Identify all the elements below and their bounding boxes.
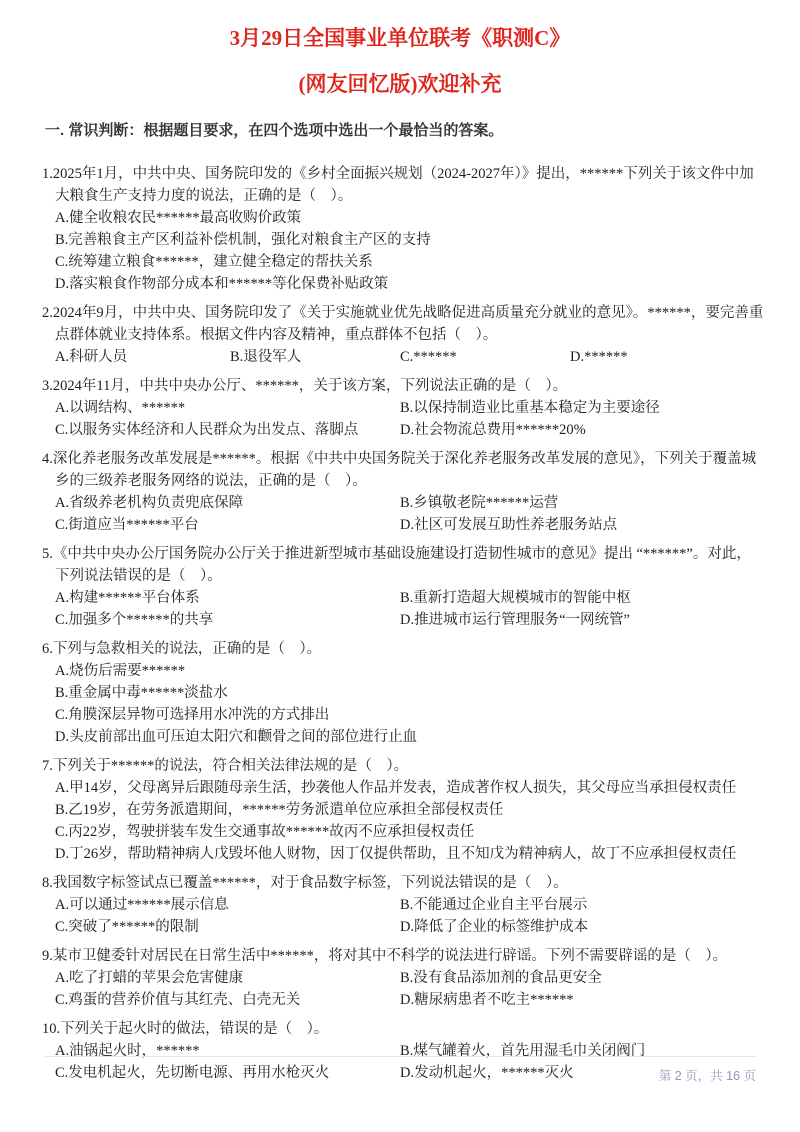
question-options	[42, 894, 764, 938]
question-options	[42, 967, 764, 1011]
question-option: D.丁26岁，帮助精神病人戊毁坏他人财物，因丁仅提供帮助，且不知戊为精神病人，故丁不应承担侵权责任	[55, 846, 737, 862]
question-option: D.社区可发展互助性养老服务站点	[400, 517, 618, 533]
question-option: B.完善粮食主产区利益补偿机制，强化对粮食主产区的支持	[55, 232, 431, 248]
question-option: B.不能通过企业自主平台展示	[400, 897, 588, 913]
question-stem: 5.《中共中央办公厅国务院办公厅关于推进新型城市基础设施建设打造韧性城市的意见》提出 “******”。对此，下列说法错误的是（ ）。	[42, 546, 751, 584]
question-option: C.以服务实体经济和人民群众为出发点、落脚点	[55, 422, 359, 438]
question-list	[42, 163, 764, 1084]
question-option: B.乡镇敬老院******运营	[400, 495, 559, 511]
question-option: B.没有食品添加剂的食品更安全	[400, 970, 602, 986]
page-footer	[45, 1056, 756, 1084]
document-title-line2: (网友回忆版)欢迎补充	[298, 72, 502, 96]
question-options	[42, 660, 764, 748]
page-number: 第 2 页，共 16 页	[658, 1069, 756, 1083]
question-option: C.******	[400, 349, 457, 365]
section-heading: 一. 常识判断：根据题目要求，在四个选项中选出一个最恰当的答案。	[45, 122, 504, 139]
document-header	[0, 0, 800, 95]
question-option: A.以调结构、******	[55, 400, 186, 416]
question	[42, 302, 764, 368]
question-option: D.******	[570, 349, 628, 365]
question-option: D.糖尿病患者不吃主******	[400, 992, 574, 1008]
question-option: B.重金属中毒******淡盐水	[55, 685, 228, 701]
question-option: D.落实粮食作物部分成本和******等化保费补贴政策	[55, 276, 389, 292]
question-option: C.街道应当******平台	[55, 517, 199, 533]
question-option: C.角膜深层异物可选择用水冲洗的方式排出	[55, 707, 330, 723]
question-option: D.推进城市运行管理服务“一网统管”	[400, 612, 630, 628]
question-stem: 8.我国数字标签试点已覆盖******，对于食品数字标签，下列说法错误的是（ ）。	[42, 875, 568, 891]
question-option: A.吃了打蜡的苹果会危害健康	[55, 970, 244, 986]
question-option: B.以保持制造业比重基本稳定为主要途径	[400, 400, 660, 416]
question-option: D.头皮前部出血可压迫太阳穴和颧骨之间的部位进行止血	[55, 729, 418, 745]
document-title-line1: 3月29日全国事业单位联考《职测C》	[229, 26, 571, 50]
question-option: C.鸡蛋的营养价值与其红壳、白壳无关	[55, 992, 301, 1008]
question-stem: 2.2024年9月，中共中央、国务院印发了《关于实施就业优先战略促进高质量充分就业的意见》。******，要完善重点群体就业支持体系。根据文件内容及精神，重点群体不包括（ ）。	[42, 305, 764, 343]
question-option: C.统筹建立粮食******，建立健全稳定的帮扶关系	[55, 254, 373, 270]
question-option: B.乙19岁，在劳务派遣期间，******劳务派遣单位应承担全部侵权责任	[55, 802, 504, 818]
question-option: B.煤气罐着火，首先用湿毛巾关闭阀门	[400, 1043, 646, 1059]
question-option: A.烧伤后需要******	[55, 663, 186, 679]
question	[42, 448, 764, 536]
question-stem: 4.深化养老服务改革发展是******。根据《中共中央国务院关于深化养老服务改革发展的意见》，下列关于覆盖城乡的三级养老服务网络的说法，正确的是（ ）。	[42, 451, 757, 489]
question-option: C.加强多个******的共享	[55, 612, 214, 628]
question-option: D.社会物流总费用******20%	[400, 422, 586, 438]
question-stem: 7.下列关于******的说法，符合相关法律法规的是（ ）。	[42, 758, 409, 774]
question-options	[42, 397, 764, 441]
question-options	[42, 492, 764, 536]
question-options	[42, 587, 764, 631]
question-option: A.构建******平台体系	[55, 590, 200, 606]
question	[42, 163, 764, 295]
question	[42, 375, 764, 441]
question-option: A.健全收粮农民******最高收购价政策	[55, 210, 302, 226]
question-option: D.发动机起火，******灭火	[400, 1065, 574, 1081]
question-option: D.降低了企业的标签维护成本	[400, 919, 589, 935]
question-option: A.省级养老机构负责兜底保障	[55, 495, 244, 511]
question	[42, 755, 764, 865]
question-option: A.可以通过******展示信息	[55, 897, 229, 913]
question	[42, 872, 764, 938]
question	[42, 945, 764, 1011]
question	[42, 638, 764, 748]
question-stem: 9.某市卫健委针对居民在日常生活中******，将对其中不科学的说法进行辟谣。下列不需要辟谣的是（ ）。	[42, 948, 728, 964]
question-option: A.油锅起火时，******	[55, 1043, 200, 1059]
question-option: C.丙22岁，驾驶拼装车发生交通事故******故丙不应承担侵权责任	[55, 824, 475, 840]
question-stem: 6.下列与急救相关的说法，正确的是（ ）。	[42, 641, 322, 657]
question-stem: 3.2024年11月，中共中央办公厅、******，关于该方案，下列说法正确的是（ ）。	[42, 378, 568, 394]
question	[42, 543, 764, 631]
question-option: C.突破了******的限制	[55, 919, 199, 935]
question-stem: 1.2025年1月，中共中央、国务院印发的《乡村全面振兴规划（2024-2027年）》提出，******下列关于该文件中加大粮食生产支持力度的说法，正确的是（ ）。	[42, 166, 754, 204]
question-option: A.甲14岁，父母离异后跟随母亲生活，抄袭他人作品并发表，造成著作权人损失，其父母应当承担侵权责任	[55, 780, 737, 796]
question-option: A.科研人员	[55, 349, 128, 365]
question-option: B.重新打造超大规模城市的智能中枢	[400, 590, 631, 606]
question-stem: 10.下列关于起火时的做法，错误的是（ ）。	[42, 1021, 329, 1037]
question-option: C.发电机起火，先切断电源、再用水枪灭火	[55, 1065, 330, 1081]
question-options	[42, 346, 764, 368]
question-options	[42, 777, 764, 865]
question-option: B.退役军人	[230, 349, 302, 365]
question-options	[42, 207, 764, 295]
